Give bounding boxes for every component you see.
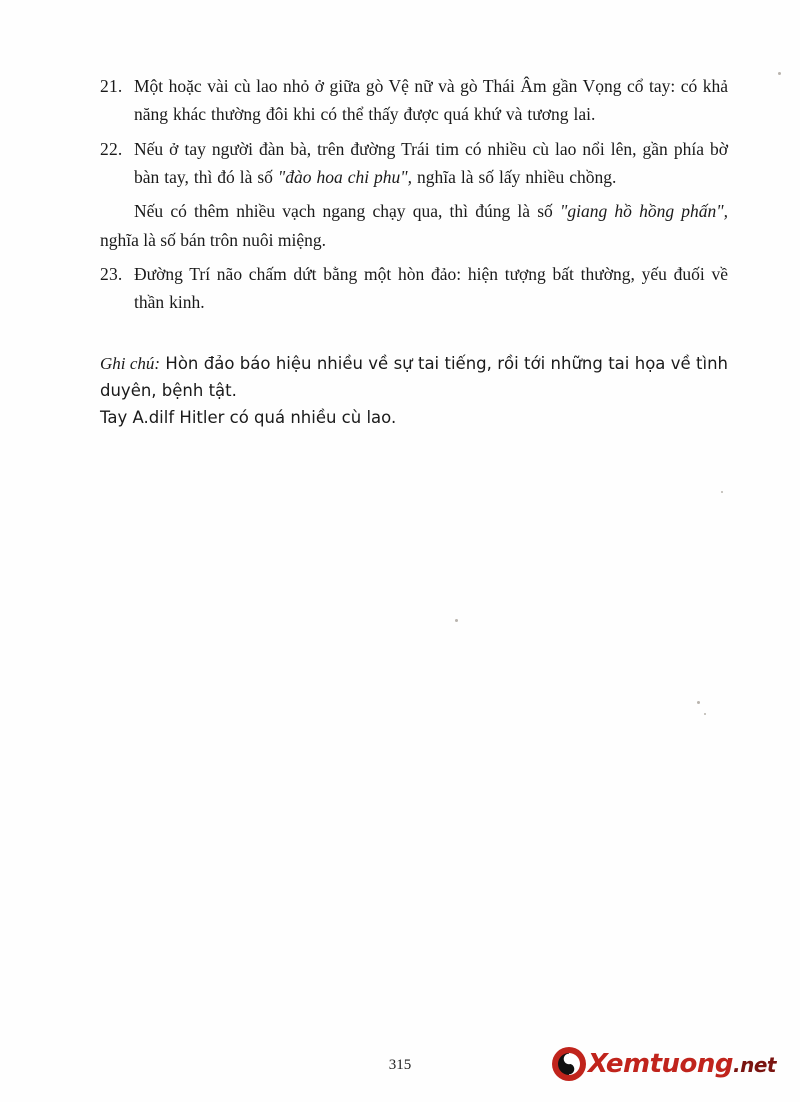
list-item-text [134,135,728,192]
list-item [100,135,728,192]
yin-yang-icon [552,1047,586,1081]
document-body [100,72,728,431]
list-item-text: Một hoặc vài cù lao nhỏ ở giữa gò Vệ nữ và gò Thái Âm gần Vọng cổ tay: có khả năng khác thường đôi khi có thể thấy được quá khứ và tương lai. [134,76,728,125]
scan-speck [778,72,781,75]
scan-speck [455,619,458,622]
note-label: Ghi chú: [100,353,161,373]
watermark [552,1044,776,1084]
sub-paragraph-text-after: nghĩa là số bán trôn nuôi miệng. [100,229,327,250]
list-item-number: 23. [100,264,123,285]
watermark-name: Xemtuong [588,1049,734,1079]
note-line-2: Tay A.dilf Hitler có quá nhiều cù lao. [100,407,397,427]
scan-speck [721,491,723,493]
watermark-text [588,1051,776,1077]
list-item-quote: "đào hoa chi phu", [277,167,413,188]
list-item-text-after: nghĩa là số lấy nhiều chồng. [412,167,617,188]
scan-speck [704,713,706,715]
list-item-text: Đường Trí não chấm dứt bằng một hòn đảo: hiện tượng bất thường, yếu đuối về thần kinh. [134,264,728,313]
watermark-suffix: .net [733,1053,776,1077]
note-line-1: Hòn đảo báo hiệu nhiều về sự tai tiếng, rồi tới những tai họa về tình duyên, bệnh tật. [100,353,728,400]
sub-paragraph-text-before: Nếu có thêm nhiều vạch ngang chạy qua, thì đúng là số [134,201,560,222]
list-item-text-before: Nếu ở tay người đàn bà, trên đường Trái tim có nhiều cù lao nổi lên, gần phía bờ bàn tay, thì đó là số [134,138,728,188]
list-item-number: 21. [100,76,123,96]
sub-paragraph-quote: "giang hồ hồng phấn", [560,201,729,222]
page-number: 315 [388,1057,412,1073]
note-block [100,351,728,431]
list-item [100,260,728,317]
list-item [100,72,728,129]
list-item-number: 22. [100,138,123,159]
scan-speck [697,701,700,704]
sub-paragraph [100,197,728,254]
